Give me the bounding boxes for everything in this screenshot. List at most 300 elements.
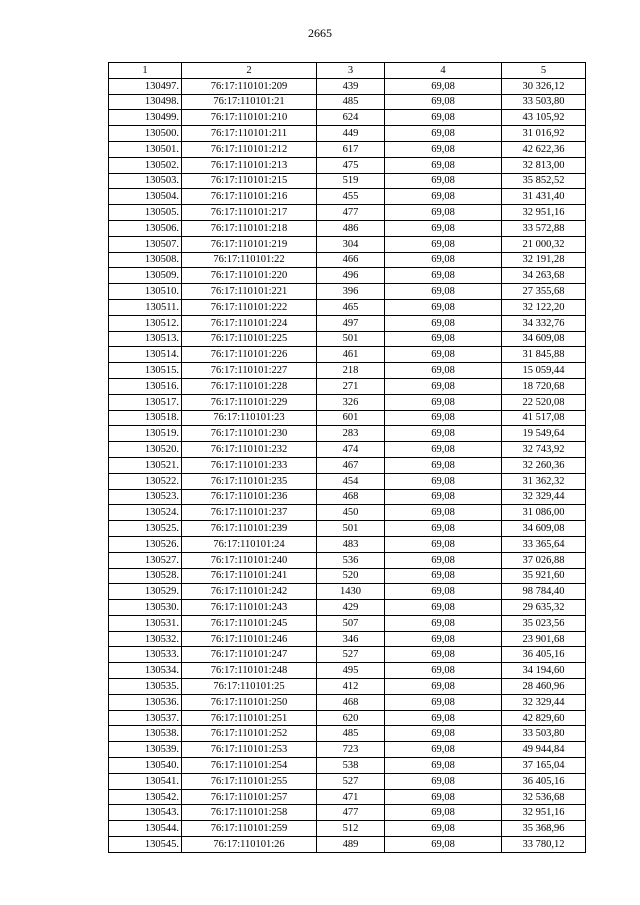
value-5-cell: 23 901,68: [502, 631, 586, 647]
value-4-cell: 69,08: [385, 805, 502, 821]
value-5-cell: 31 086,00: [502, 505, 586, 521]
value-5-cell: 27 355,68: [502, 284, 586, 300]
value-3-cell: 538: [317, 758, 385, 774]
value-5-cell: 22 520,08: [502, 394, 586, 410]
value-3-cell: 527: [317, 647, 385, 663]
row-number-cell: 130499.: [109, 110, 182, 126]
row-number-cell: 130525.: [109, 521, 182, 537]
cadastral-number-cell: 76:17:110101:243: [182, 600, 317, 616]
value-5-cell: 32 329,44: [502, 489, 586, 505]
value-3-cell: 396: [317, 284, 385, 300]
row-number-cell: 130513.: [109, 331, 182, 347]
value-3-cell: 624: [317, 110, 385, 126]
value-4-cell: 69,08: [385, 410, 502, 426]
row-number-cell: 130510.: [109, 284, 182, 300]
cadastral-number-cell: 76:17:110101:229: [182, 394, 317, 410]
cadastral-number-cell: 76:17:110101:242: [182, 584, 317, 600]
value-3-cell: 483: [317, 536, 385, 552]
row-number-cell: 130514.: [109, 347, 182, 363]
value-5-cell: 36 405,16: [502, 773, 586, 789]
value-5-cell: 19 549,64: [502, 426, 586, 442]
value-5-cell: 33 365,64: [502, 536, 586, 552]
row-number-cell: 130497.: [109, 78, 182, 94]
table-row: [109, 694, 586, 710]
value-5-cell: 34 194,60: [502, 663, 586, 679]
column-header-4: 4: [385, 63, 502, 79]
value-3-cell: 412: [317, 679, 385, 695]
cadastral-number-cell: 76:17:110101:213: [182, 157, 317, 173]
value-3-cell: 723: [317, 742, 385, 758]
value-5-cell: 36 405,16: [502, 647, 586, 663]
value-4-cell: 69,08: [385, 78, 502, 94]
value-4-cell: 69,08: [385, 742, 502, 758]
row-number-cell: 130542.: [109, 789, 182, 805]
cadastral-number-cell: 76:17:110101:230: [182, 426, 317, 442]
table-row: [109, 410, 586, 426]
value-5-cell: 29 635,32: [502, 600, 586, 616]
value-4-cell: 69,08: [385, 220, 502, 236]
value-3-cell: 501: [317, 331, 385, 347]
cadastral-number-cell: 76:17:110101:23: [182, 410, 317, 426]
table-row: [109, 347, 586, 363]
table-row: [109, 837, 586, 853]
row-number-cell: 130522.: [109, 473, 182, 489]
cadastral-number-cell: 76:17:110101:241: [182, 568, 317, 584]
value-4-cell: 69,08: [385, 726, 502, 742]
cadastral-number-cell: 76:17:110101:209: [182, 78, 317, 94]
value-4-cell: 69,08: [385, 615, 502, 631]
value-5-cell: 21 000,32: [502, 236, 586, 252]
value-5-cell: 37 026,88: [502, 552, 586, 568]
row-number-cell: 130509.: [109, 268, 182, 284]
table-row: [109, 252, 586, 268]
table-row: [109, 758, 586, 774]
value-5-cell: 31 431,40: [502, 189, 586, 205]
row-number-cell: 130539.: [109, 742, 182, 758]
value-3-cell: 1430: [317, 584, 385, 600]
table-row: [109, 157, 586, 173]
value-3-cell: 485: [317, 94, 385, 110]
value-5-cell: 35 921,60: [502, 568, 586, 584]
cadastral-number-cell: 76:17:110101:21: [182, 94, 317, 110]
value-3-cell: 507: [317, 615, 385, 631]
cadastral-number-cell: 76:17:110101:239: [182, 521, 317, 537]
table-row: [109, 568, 586, 584]
cadastral-number-cell: 76:17:110101:210: [182, 110, 317, 126]
cadastral-number-cell: 76:17:110101:24: [182, 536, 317, 552]
table-row: [109, 615, 586, 631]
value-4-cell: 69,08: [385, 663, 502, 679]
value-5-cell: 33 503,80: [502, 726, 586, 742]
row-number-cell: 130532.: [109, 631, 182, 647]
cadastral-number-cell: 76:17:110101:250: [182, 694, 317, 710]
value-3-cell: 455: [317, 189, 385, 205]
value-3-cell: 495: [317, 663, 385, 679]
value-5-cell: 33 780,12: [502, 837, 586, 853]
value-3-cell: 497: [317, 315, 385, 331]
table-row: [109, 315, 586, 331]
cadastral-number-cell: 76:17:110101:257: [182, 789, 317, 805]
row-number-cell: 130529.: [109, 584, 182, 600]
value-3-cell: 466: [317, 252, 385, 268]
value-4-cell: 69,08: [385, 489, 502, 505]
table-row: [109, 299, 586, 315]
cadastral-number-cell: 76:17:110101:219: [182, 236, 317, 252]
table-row: [109, 821, 586, 837]
table-row: [109, 584, 586, 600]
cadastral-number-cell: 76:17:110101:222: [182, 299, 317, 315]
column-header-2: 2: [182, 63, 317, 79]
table-row: [109, 126, 586, 142]
table-row: [109, 710, 586, 726]
value-4-cell: 69,08: [385, 789, 502, 805]
value-3-cell: 468: [317, 489, 385, 505]
row-number-cell: 130523.: [109, 489, 182, 505]
cadastral-number-cell: 76:17:110101:233: [182, 457, 317, 473]
row-number-cell: 130500.: [109, 126, 182, 142]
value-5-cell: 31 016,92: [502, 126, 586, 142]
value-3-cell: 471: [317, 789, 385, 805]
table-row: [109, 363, 586, 379]
row-number-cell: 130505.: [109, 205, 182, 221]
row-number-cell: 130507.: [109, 236, 182, 252]
value-5-cell: 32 122,20: [502, 299, 586, 315]
value-3-cell: 454: [317, 473, 385, 489]
value-3-cell: 601: [317, 410, 385, 426]
row-number-cell: 130504.: [109, 189, 182, 205]
value-3-cell: 326: [317, 394, 385, 410]
cadastral-number-cell: 76:17:110101:227: [182, 363, 317, 379]
value-4-cell: 69,08: [385, 205, 502, 221]
value-3-cell: 304: [317, 236, 385, 252]
table-row: [109, 521, 586, 537]
row-number-cell: 130503.: [109, 173, 182, 189]
value-3-cell: 485: [317, 726, 385, 742]
row-number-cell: 130516.: [109, 378, 182, 394]
value-4-cell: 69,08: [385, 268, 502, 284]
value-4-cell: 69,08: [385, 773, 502, 789]
value-5-cell: 32 951,16: [502, 805, 586, 821]
cadastral-number-cell: 76:17:110101:254: [182, 758, 317, 774]
value-4-cell: 69,08: [385, 236, 502, 252]
value-3-cell: 218: [317, 363, 385, 379]
value-3-cell: 496: [317, 268, 385, 284]
value-5-cell: 32 951,16: [502, 205, 586, 221]
value-4-cell: 69,08: [385, 378, 502, 394]
row-number-cell: 130512.: [109, 315, 182, 331]
column-header-1: 1: [109, 63, 182, 79]
value-5-cell: 35 852,52: [502, 173, 586, 189]
value-5-cell: 34 263,68: [502, 268, 586, 284]
value-4-cell: 69,08: [385, 568, 502, 584]
table-row: [109, 631, 586, 647]
value-4-cell: 69,08: [385, 679, 502, 695]
cadastral-number-cell: 76:17:110101:226: [182, 347, 317, 363]
row-number-cell: 130498.: [109, 94, 182, 110]
table-row: [109, 679, 586, 695]
value-4-cell: 69,08: [385, 694, 502, 710]
value-3-cell: 520: [317, 568, 385, 584]
value-4-cell: 69,08: [385, 505, 502, 521]
row-number-cell: 130528.: [109, 568, 182, 584]
value-4-cell: 69,08: [385, 631, 502, 647]
row-number-cell: 130519.: [109, 426, 182, 442]
value-4-cell: 69,08: [385, 600, 502, 616]
row-number-cell: 130518.: [109, 410, 182, 426]
value-3-cell: 536: [317, 552, 385, 568]
value-3-cell: 283: [317, 426, 385, 442]
value-4-cell: 69,08: [385, 837, 502, 853]
value-4-cell: 69,08: [385, 473, 502, 489]
row-number-cell: 130502.: [109, 157, 182, 173]
value-3-cell: 477: [317, 805, 385, 821]
row-number-cell: 130545.: [109, 837, 182, 853]
value-3-cell: 346: [317, 631, 385, 647]
table-row: [109, 552, 586, 568]
row-number-cell: 130506.: [109, 220, 182, 236]
value-3-cell: 468: [317, 694, 385, 710]
value-4-cell: 69,08: [385, 442, 502, 458]
value-5-cell: 15 059,44: [502, 363, 586, 379]
value-5-cell: 34 609,08: [502, 521, 586, 537]
row-number-cell: 130526.: [109, 536, 182, 552]
value-5-cell: 33 572,88: [502, 220, 586, 236]
table-row: [109, 205, 586, 221]
value-5-cell: 32 260,36: [502, 457, 586, 473]
cadastral-number-cell: 76:17:110101:248: [182, 663, 317, 679]
table-row: [109, 805, 586, 821]
row-number-cell: 130541.: [109, 773, 182, 789]
row-number-cell: 130536.: [109, 694, 182, 710]
value-4-cell: 69,08: [385, 347, 502, 363]
value-4-cell: 69,08: [385, 426, 502, 442]
page-number: 2665: [308, 26, 332, 40]
value-5-cell: 43 105,92: [502, 110, 586, 126]
table-row: [109, 536, 586, 552]
value-5-cell: 31 362,32: [502, 473, 586, 489]
row-number-cell: 130543.: [109, 805, 182, 821]
value-4-cell: 69,08: [385, 157, 502, 173]
value-4-cell: 69,08: [385, 821, 502, 837]
row-number-cell: 130501.: [109, 141, 182, 157]
table-row: [109, 173, 586, 189]
value-5-cell: 32 743,92: [502, 442, 586, 458]
value-3-cell: 449: [317, 126, 385, 142]
value-3-cell: 617: [317, 141, 385, 157]
row-number-cell: 130530.: [109, 600, 182, 616]
value-5-cell: 35 368,96: [502, 821, 586, 837]
cadastral-number-cell: 76:17:110101:22: [182, 252, 317, 268]
row-number-cell: 130533.: [109, 647, 182, 663]
cadastral-number-cell: 76:17:110101:211: [182, 126, 317, 142]
cadastral-number-cell: 76:17:110101:215: [182, 173, 317, 189]
cadastral-number-cell: 76:17:110101:25: [182, 679, 317, 695]
cadastral-number-cell: 76:17:110101:240: [182, 552, 317, 568]
value-4-cell: 69,08: [385, 647, 502, 663]
value-3-cell: 450: [317, 505, 385, 521]
table-row: [109, 220, 586, 236]
table-row: [109, 473, 586, 489]
value-5-cell: 18 720,68: [502, 378, 586, 394]
row-number-cell: 130544.: [109, 821, 182, 837]
cadastral-number-cell: 76:17:110101:228: [182, 378, 317, 394]
table-row: [109, 442, 586, 458]
row-number-cell: 130535.: [109, 679, 182, 695]
row-number-cell: 130524.: [109, 505, 182, 521]
value-4-cell: 69,08: [385, 299, 502, 315]
column-header-3: 3: [317, 63, 385, 79]
row-number-cell: 130511.: [109, 299, 182, 315]
value-4-cell: 69,08: [385, 584, 502, 600]
table-row: [109, 489, 586, 505]
value-5-cell: 32 191,28: [502, 252, 586, 268]
value-5-cell: 49 944,84: [502, 742, 586, 758]
value-5-cell: 32 329,44: [502, 694, 586, 710]
value-3-cell: 474: [317, 442, 385, 458]
value-3-cell: 429: [317, 600, 385, 616]
cadastral-number-cell: 76:17:110101:252: [182, 726, 317, 742]
value-4-cell: 69,08: [385, 189, 502, 205]
value-4-cell: 69,08: [385, 552, 502, 568]
value-4-cell: 69,08: [385, 284, 502, 300]
cadastral-number-cell: 76:17:110101:221: [182, 284, 317, 300]
cadastral-number-cell: 76:17:110101:258: [182, 805, 317, 821]
value-4-cell: 69,08: [385, 173, 502, 189]
value-3-cell: 489: [317, 837, 385, 853]
value-3-cell: 512: [317, 821, 385, 837]
value-5-cell: 42 829,60: [502, 710, 586, 726]
value-3-cell: 439: [317, 78, 385, 94]
table-row: [109, 78, 586, 94]
value-4-cell: 69,08: [385, 521, 502, 537]
value-4-cell: 69,08: [385, 126, 502, 142]
value-4-cell: 69,08: [385, 536, 502, 552]
value-4-cell: 69,08: [385, 331, 502, 347]
value-5-cell: 98 784,40: [502, 584, 586, 600]
table-row: [109, 647, 586, 663]
value-4-cell: 69,08: [385, 110, 502, 126]
value-3-cell: 486: [317, 220, 385, 236]
table-row: [109, 426, 586, 442]
value-5-cell: 42 622,36: [502, 141, 586, 157]
value-4-cell: 69,08: [385, 315, 502, 331]
value-4-cell: 69,08: [385, 457, 502, 473]
table-row: [109, 236, 586, 252]
value-5-cell: 32 536,68: [502, 789, 586, 805]
table-row: [109, 331, 586, 347]
cadastral-number-cell: 76:17:110101:255: [182, 773, 317, 789]
value-3-cell: 271: [317, 378, 385, 394]
table-row: [109, 505, 586, 521]
value-4-cell: 69,08: [385, 141, 502, 157]
cadastral-number-cell: 76:17:110101:220: [182, 268, 317, 284]
cadastral-number-cell: 76:17:110101:236: [182, 489, 317, 505]
row-number-cell: 130508.: [109, 252, 182, 268]
column-header-5: 5: [502, 63, 586, 79]
table-row: [109, 726, 586, 742]
value-5-cell: 30 326,12: [502, 78, 586, 94]
value-3-cell: 467: [317, 457, 385, 473]
cadastral-number-cell: 76:17:110101:253: [182, 742, 317, 758]
value-5-cell: 34 332,76: [502, 315, 586, 331]
row-number-cell: 130515.: [109, 363, 182, 379]
value-5-cell: 33 503,80: [502, 94, 586, 110]
value-3-cell: 475: [317, 157, 385, 173]
value-5-cell: 32 813,00: [502, 157, 586, 173]
cadastral-number-cell: 76:17:110101:217: [182, 205, 317, 221]
cadastral-number-cell: 76:17:110101:232: [182, 442, 317, 458]
table-row: [109, 742, 586, 758]
table-row: [109, 457, 586, 473]
value-5-cell: 31 845,88: [502, 347, 586, 363]
row-number-cell: 130521.: [109, 457, 182, 473]
value-3-cell: 477: [317, 205, 385, 221]
cadastral-number-cell: 76:17:110101:212: [182, 141, 317, 157]
cadastral-number-cell: 76:17:110101:247: [182, 647, 317, 663]
value-3-cell: 620: [317, 710, 385, 726]
table-row: [109, 189, 586, 205]
value-3-cell: 461: [317, 347, 385, 363]
value-5-cell: 37 165,04: [502, 758, 586, 774]
value-5-cell: 35 023,56: [502, 615, 586, 631]
cadastral-number-cell: 76:17:110101:251: [182, 710, 317, 726]
cadastral-number-cell: 76:17:110101:245: [182, 615, 317, 631]
cadastral-number-cell: 76:17:110101:237: [182, 505, 317, 521]
value-4-cell: 69,08: [385, 394, 502, 410]
data-table: [108, 62, 586, 853]
cadastral-number-cell: 76:17:110101:259: [182, 821, 317, 837]
table-row: [109, 773, 586, 789]
value-4-cell: 69,08: [385, 252, 502, 268]
row-number-cell: 130537.: [109, 710, 182, 726]
row-number-cell: 130531.: [109, 615, 182, 631]
row-number-cell: 130538.: [109, 726, 182, 742]
cadastral-number-cell: 76:17:110101:216: [182, 189, 317, 205]
table-row: [109, 600, 586, 616]
table-row: [109, 394, 586, 410]
row-number-cell: 130520.: [109, 442, 182, 458]
row-number-cell: 130517.: [109, 394, 182, 410]
cadastral-number-cell: 76:17:110101:224: [182, 315, 317, 331]
table-row: [109, 663, 586, 679]
value-5-cell: 34 609,08: [502, 331, 586, 347]
table-header-row: [109, 63, 586, 79]
table-row: [109, 789, 586, 805]
value-3-cell: 465: [317, 299, 385, 315]
value-4-cell: 69,08: [385, 758, 502, 774]
row-number-cell: 130527.: [109, 552, 182, 568]
table-row: [109, 94, 586, 110]
table-row: [109, 284, 586, 300]
cadastral-number-cell: 76:17:110101:218: [182, 220, 317, 236]
table-row: [109, 141, 586, 157]
value-5-cell: 28 460,96: [502, 679, 586, 695]
table-row: [109, 110, 586, 126]
cadastral-number-cell: 76:17:110101:246: [182, 631, 317, 647]
cadastral-number-cell: 76:17:110101:26: [182, 837, 317, 853]
table-row: [109, 268, 586, 284]
value-3-cell: 527: [317, 773, 385, 789]
row-number-cell: 130540.: [109, 758, 182, 774]
value-4-cell: 69,08: [385, 363, 502, 379]
value-5-cell: 41 517,08: [502, 410, 586, 426]
value-4-cell: 69,08: [385, 710, 502, 726]
table-row: [109, 378, 586, 394]
value-3-cell: 519: [317, 173, 385, 189]
cadastral-number-cell: 76:17:110101:235: [182, 473, 317, 489]
row-number-cell: 130534.: [109, 663, 182, 679]
cadastral-number-cell: 76:17:110101:225: [182, 331, 317, 347]
